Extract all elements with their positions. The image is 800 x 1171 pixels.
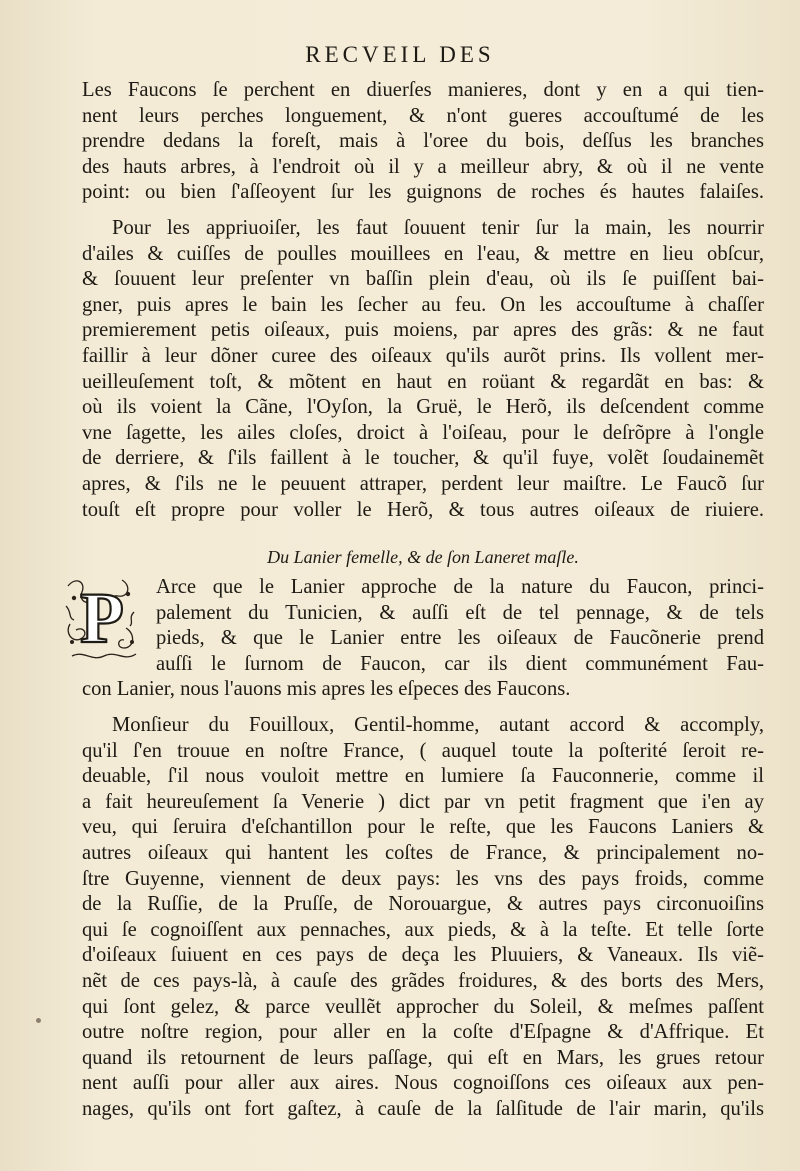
- text-line: faillir à leur dõner curee des oiſeaux qu'ils aurõt prins. Ils vollent mer-: [82, 344, 764, 367]
- text-line: qui ſe cognoiſſent aux pennaches, aux pieds, & à la teſte. Et telle ſorte: [82, 918, 764, 941]
- text-line: ſtre Guyenne, viennent de deux pays: les vns des pays froids, comme: [82, 867, 764, 890]
- paragraph-4: [82, 713, 764, 1123]
- text-line: vne ſagette, les ailes cloſes, droict à l'oiſeau, pour le deſrõpre à l'ongle: [82, 421, 764, 444]
- text-line: où ils voient la Cãne, l'Oyſon, la Gruë, le Herõ, ils deſcendent comme: [82, 396, 764, 419]
- text-line: point: ou bien ſ'aſſeoyent ſur les guignons de roches és hautes falaiſes.: [82, 181, 764, 204]
- text-line: pieds, & que le Lanier entre les oiſeaux de Faucõnerie prend: [156, 627, 764, 650]
- text-line: d'oiſeaux ſuiuent en ces pays de deça les Pluuiers, & Vaneaux. Ils viẽ-: [82, 944, 764, 967]
- text-line: Arce que le Lanier approche de la nature du Faucon, princi-: [156, 576, 764, 598]
- text-line: qui ſont gelez, & parce veullẽt approcher du Soleil, & meſmes paſſent: [82, 995, 764, 1018]
- text-line: qu'il ſ'en trouue en noſtre France, ( auquel toute la poſterité ſeroit re-: [82, 739, 764, 762]
- text-line: & ſouuent leur preſenter vn baſſin plein d'eau, où ils ſe puiſſent bai-: [82, 268, 764, 291]
- running-head: RECVEIL DES: [305, 42, 495, 67]
- text-line: quand ils retournent de leurs paſſage, qui eſt en Mars, les grues retour: [82, 1046, 764, 1069]
- text-line: veu, qui ſeruira d'eſchantillon pour le reſte, que les Faucons Laniers &: [82, 816, 764, 839]
- drop-cap-letter: P: [80, 578, 124, 658]
- text-line: nent auſſi pour aller aux aires. Nous cognoiſſons ces oiſeaux aux pen-: [82, 1072, 764, 1095]
- text-line: de derriere, & ſ'ils faillent à le toucher, & qu'il fuye, volẽt ſoudainemẽt: [82, 447, 764, 470]
- text-line: ueilleuſement toſt, & mõtent en haut en roüant & regardãt en bas: &: [82, 370, 764, 393]
- text-line: nages, qu'ils ont fort gaſtez, à cauſe de la ſalſitude de l'air marin, qu'ils: [82, 1097, 764, 1120]
- text-line: deuable, ſ'il nous vouloit mettre en lumiere ſa Fauconnerie, comme il: [82, 765, 764, 788]
- text-line: de la Ruſſie, de la Pruſſe, de Norouargue, & autres pays circonuoiſins: [82, 893, 764, 916]
- text-line: prendre dedans la foreſt, mais à l'oree du bois, deſſus les branches: [82, 130, 764, 153]
- ink-blot-mark: [36, 1018, 41, 1023]
- chapter-subheading: Du Lanier femelle, & de ſon Laneret maſle.: [267, 547, 579, 567]
- text-line: nẽt de ces pays-là, à cauſe des grãdes froidures, & des borts des Mers,: [82, 969, 764, 992]
- text-line: nent leurs perches longuement, & n'ont gueres accouſtumé de les: [82, 104, 764, 127]
- text-line: touſt eſt propre pour voller le Herõ, & tous autres oiſeaux de riuiere.: [82, 498, 764, 521]
- text-line: a fait heureuſement ſa Venerie ) dict par vn petit fragment que i'en ay: [82, 790, 764, 813]
- text-line: gner, puis apres le bain les ſecher au feu. On les accouſtume à chaſſer: [82, 293, 764, 316]
- text-line: auſſi le ſurnom de Faucon, car ils dient communément Fau-: [156, 652, 764, 675]
- text-line: Pour les appriuoiſer, les faut ſouuent tenir ſur la main, les nourrir: [112, 217, 764, 239]
- text-line: Les Faucons ſe perchent en diuerſes manieres, dont y en a qui tien-: [82, 79, 764, 101]
- paragraph-1: [82, 78, 764, 206]
- paragraph-2: [82, 216, 764, 523]
- text-line: apres, & ſ'ils ne le peuuent attraper, perdent leur maiſtre. Le Faucõ ſur: [82, 472, 764, 495]
- text-line: con Lanier, nous l'auons mis apres les eſpeces des Faucons.: [82, 678, 571, 701]
- paragraph-3: [82, 575, 764, 703]
- text-line: premierement petis oiſeaux, puis moiens, par apres des grãs: & ne faut: [82, 319, 764, 342]
- text-line: d'ailes & cuiſſes de poulles mouillees en l'eau, & mettre en lieu obſcur,: [82, 242, 764, 265]
- text-line: autres oiſeaux qui hantent les coſtes de France, & principalement no-: [82, 841, 764, 864]
- text-line: des hauts arbres, à l'endroit où il y a meilleur abry, & où il ne vente: [82, 155, 764, 178]
- text-line: Monſieur du Fouilloux, Gentil-homme, autant accord & accomply,: [112, 714, 764, 736]
- text-line: palement du Tunicien, & auſſi eſt de tel pennage, & de tels: [156, 601, 764, 624]
- text-line: outre noſtre region, pour aller en la coſte d'Eſpagne & d'Affrique. Et: [82, 1021, 764, 1044]
